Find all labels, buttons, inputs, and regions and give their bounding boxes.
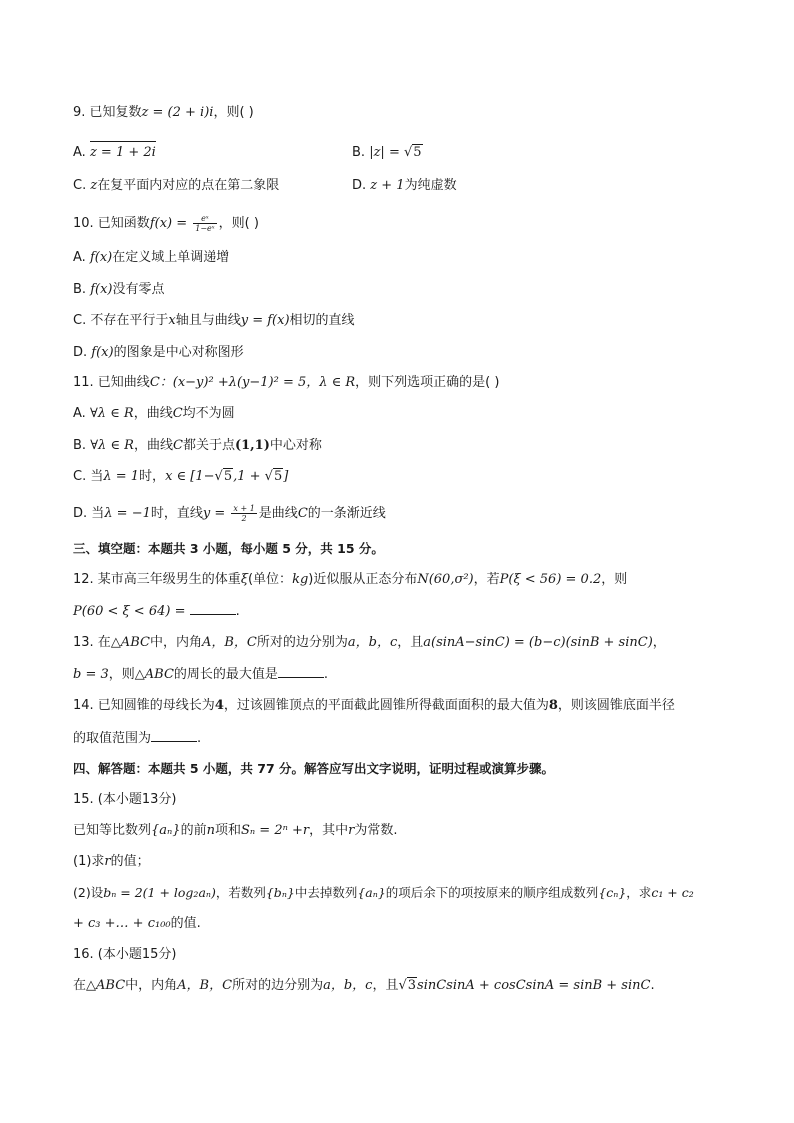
q14-line-1: 14. 已知圆锥的母线长为4，过该圆锥顶点的平面截此圆锥所得截面面积的最大值为8，则该圆锥底面半径: [73, 698, 675, 713]
q13-line-2: b = 3，则△ABC的周长的最大值是 .: [73, 667, 329, 682]
q12-line-2: P(60 < ξ < 64) = .: [73, 604, 240, 619]
answer-blank[interactable]: [151, 729, 197, 742]
q11-option-a: A. ∀λ ∈ R，曲线C均不为圆: [73, 406, 235, 421]
q10-option-c: C. 不存在平行于x轴且与曲线y = f(x)相切的直线: [73, 313, 355, 328]
sqrt: 5: [223, 469, 233, 484]
fraction: $\frac{\text{eˣ}}{\text{1−eˣ}}$: [195, 214, 215, 233]
answer-blank[interactable]: [190, 602, 236, 615]
q10-option-b: B. f(x)没有零点: [73, 282, 165, 297]
q11-option-d: D. 当λ = −1时，直线y = $\frac{x + 1}{2}$ 是曲线C的一条渐近线: [73, 504, 386, 523]
q14-line-2: 的取值范围为 .: [73, 731, 202, 746]
answer-blank[interactable]: [278, 665, 324, 678]
q15-part-1: (1)求r的值；: [73, 854, 150, 869]
section-3-heading: 三、填空题：本题共 3 小题，每小题 5 分，共 15 分。: [73, 541, 384, 556]
q9-math: z = (2 + i)i: [141, 105, 214, 120]
q9-option-b: B. |z| = √5: [352, 145, 422, 160]
q9-option-d: D. z + 1为纯虚数: [352, 178, 457, 193]
q13-line-1: 13. 在△ABC中，内角A，B，C所对的边分别为a，b，c，且a(sinA−sinC) = (b−c)(sinB + sinC)，: [73, 635, 666, 650]
q12-line-1: 12. 某市高三年级男生的体重ξ(单位：kg)近似服从正态分布N(60,σ²)，若P(ξ < 56) = 0.2，则: [73, 572, 628, 587]
q16-stem: 在△ABC中，内角A，B，C所对的边分别为a，b，c，且√3sinCsinA + cosCsinA = sinB + sinC.: [73, 978, 655, 993]
q15-stem: 已知等比数列{aₙ}的前n项和Sₙ = 2ⁿ +r，其中r为常数.: [73, 823, 398, 838]
q15-part-2-line-1: (2)设bₙ = 2(1 + log₂aₙ)，若数列{bₙ}中去掉数列{aₙ}的项后余下的项按原来的顺序组成数列{cₙ}，求c₁ + c₂: [73, 885, 694, 900]
q11-option-b: B. ∀λ ∈ R，曲线C都关于点(1,1)中心对称: [73, 438, 322, 453]
q9-option-c: C. z在复平面内对应的点在第二象限: [73, 178, 280, 193]
fraction: $\frac{x + 1}{2}$: [233, 504, 255, 523]
q9-a-math: z = 1 + 2i: [89, 145, 156, 160]
q15-part-2-line-2: + c₃ +… + c₁₀₀的值.: [73, 916, 201, 931]
q9-stem: 9. 已知复数z = (2 + i)i，则( ): [73, 105, 254, 120]
q10-option-d: D. f(x)的图象是中心对称图形: [73, 345, 244, 360]
section-4-heading: 四、解答题：本题共 5 小题，共 77 分。解答应写出文字说明，证明过程或演算步骤。: [73, 761, 555, 776]
sqrt: 5: [273, 469, 283, 484]
sqrt: 5: [413, 145, 422, 160]
sqrt: 3: [407, 978, 417, 993]
q11-option-c: C. 当λ = 1时，x ∈ [1−√5,1 + √5]: [73, 469, 289, 484]
q11-stem: 11. 已知曲线C：(x−y)² +λ(y−1)² = 5，λ ∈ R，则下列选项正确的是( ): [73, 375, 500, 390]
q10-stem: 10. 已知函数f(x) = $\frac{\text{eˣ}}{\text{1−eˣ}}$ ，则( ): [73, 214, 259, 233]
q9-option-a: A. z = 1 + 2i: [73, 145, 156, 160]
q10-option-a: A. f(x)在定义域上单调递增: [73, 250, 230, 265]
q16-title: 16. (本小题15分): [73, 947, 177, 962]
q15-title: 15. (本小题13分): [73, 792, 177, 807]
